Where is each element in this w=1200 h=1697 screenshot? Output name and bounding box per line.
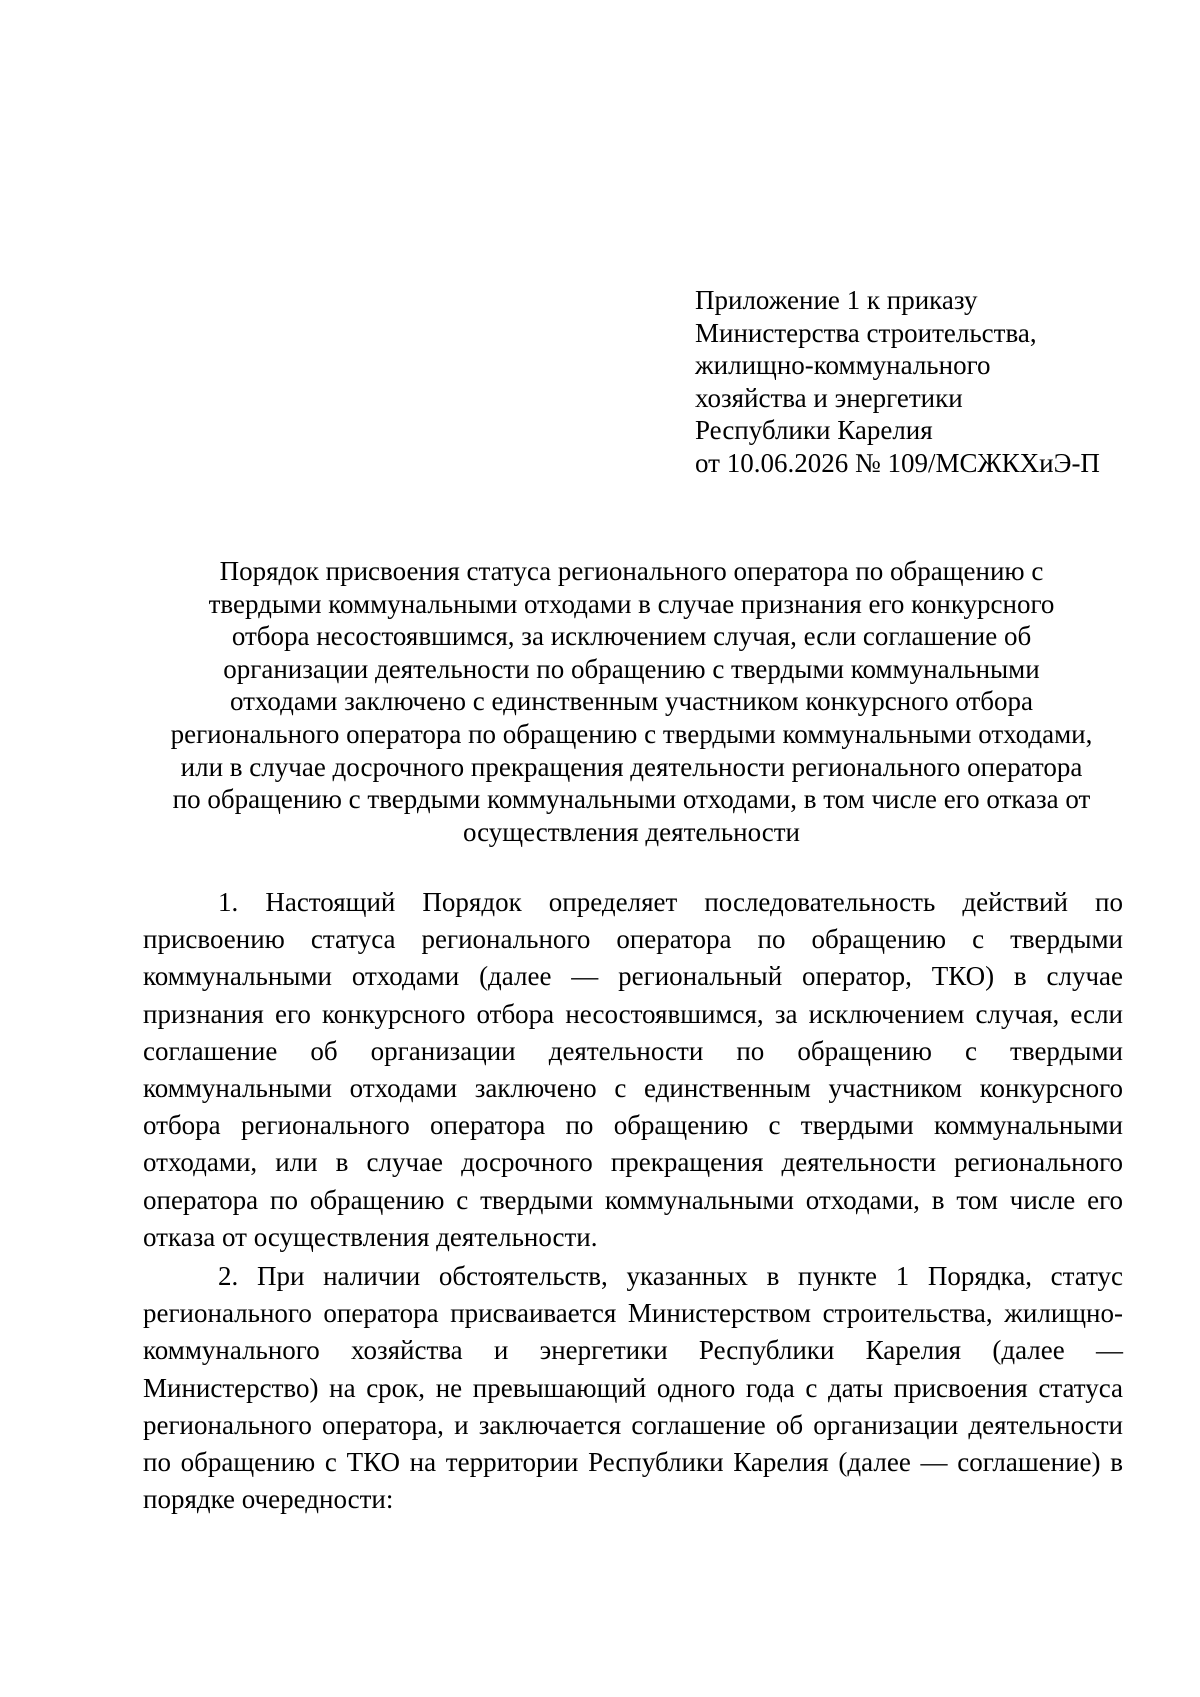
appendix-line: жилищно-коммунального [695, 350, 991, 381]
title-line: Порядок присвоения статуса регионального оператора по обращению с [219, 556, 1044, 586]
title-line: регионального оператора по обращению с твердыми коммунальными отходами, [170, 718, 1093, 749]
document-title [138, 555, 1125, 848]
appendix-line: Республики Карелия [695, 415, 933, 446]
appendix-line: Приложение 1 к приказу [695, 285, 978, 315]
appendix-line: Министерства строительства, [695, 317, 1037, 348]
title-line: организации деятельности по обращению с твердыми коммунальными [223, 653, 1040, 684]
title-line: отбора несостоявшимся, за исключением случая, если соглашение об [231, 621, 1032, 652]
title-line: осуществления деятельности [462, 816, 800, 847]
appendix-line: от 10.06.2026 № 109/МСЖКХиЭ-П [695, 447, 1100, 478]
title-line: или в случае досрочного прекращения деятельности регионального оператора [180, 751, 1083, 782]
title-line: твердыми коммунальными отходами в случае признания его конкурсного [208, 588, 1055, 619]
appendix-line: хозяйства и энергетики [695, 382, 963, 413]
document-body [143, 884, 1123, 1518]
paragraph-1: 1. Настоящий Порядок определяет последовательность действий по присвоению статуса регионального оператора по обращению с твердыми коммунальными отходами (далее — региональный оператор, ТКО) в случае признания его конкурсного отбора несостоявшимся, за исключением случая, если соглашение об организации деятельности по обращению с твердыми коммунальными отходами заключено с единственным участником конкурсного отбора регионального оператора по обращению с твердыми коммунальными отходами, или в случае досрочного прекращения деятельности регионального оператора по обращению с твердыми коммунальными отходами, в том числе его отказа от осуществления деятельности. [143, 887, 1123, 1252]
paragraph-2: 2. При наличии обстоятельств, указанных в пункте 1 Порядка, статус регионального оператора присваивается Министерством строительства, жилищно-коммунального хозяйства и энергетики Республики Карелия (далее — Министерство) на срок, не превышающий одного года с даты присвоения статуса регионального оператора, и заключается соглашение об организации деятельности по обращению с ТКО на территории Республики Карелия (далее — соглашение) в порядке очередности: [143, 1261, 1123, 1515]
appendix-header [695, 284, 1175, 480]
title-line: по обращению с твердыми коммунальными отходами, в том числе его отказа от [172, 784, 1091, 815]
title-line: отходами заключено с единственным участником конкурсного отбора [229, 686, 1033, 717]
